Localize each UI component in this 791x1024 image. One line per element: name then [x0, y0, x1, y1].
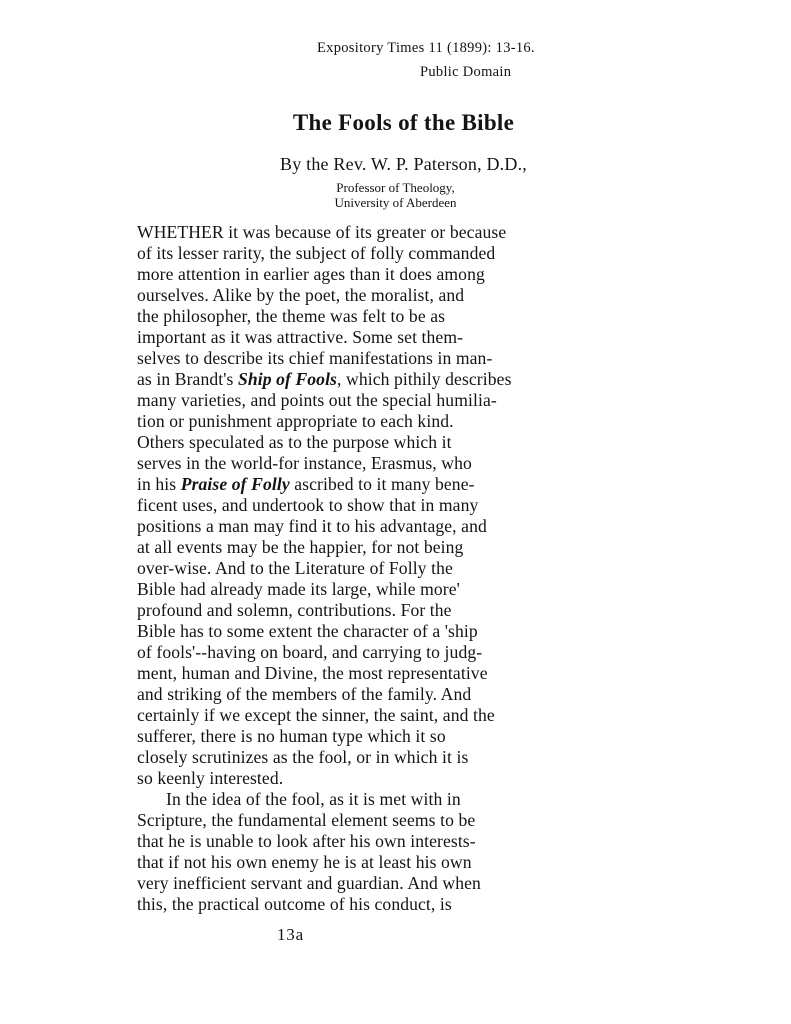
work-title: Praise of Folly: [180, 474, 290, 494]
body-line: more attention in earlier ages than it does among: [137, 264, 485, 284]
body-line: important as it was attractive. Some set them-: [137, 327, 464, 347]
license-note: Public Domain: [420, 64, 512, 80]
paragraph: [137, 789, 512, 915]
body-line: profound and solemn, contributions. For the: [137, 600, 452, 620]
body-line: of fools'--having on board, and carrying to judg-: [137, 642, 483, 662]
body-line: In the idea of the fool, as it is met with in: [166, 789, 461, 809]
body-line: and striking of the members of the family. And: [137, 684, 472, 704]
body-line: Others speculated as to the purpose which it: [137, 432, 452, 452]
article-title: The Fools of the Bible: [292, 110, 515, 135]
body-line: many varieties, and points out the special humilia-: [137, 390, 497, 410]
author-affiliation-role: Professor of Theology,: [336, 180, 455, 195]
body-line: Bible had already made its large, while more': [137, 579, 460, 599]
body-line: this, the practical outcome of his conduct, is: [137, 894, 452, 914]
body-line: that he is unable to look after his own interests-: [137, 831, 476, 851]
body-line: WHETHER it was because of its greater or because: [137, 222, 507, 242]
author-byline: By the Rev. W. P. Paterson, D.D.,: [280, 154, 527, 174]
journal-citation: Expository Times 11 (1899): 13-16.: [317, 40, 535, 56]
body-line: closely scrutinizes as the fool, or in which it is: [137, 747, 469, 767]
body-line: positions a man may find it to his advantage, and: [137, 516, 487, 536]
body-line: of its lesser rarity, the subject of folly commanded: [137, 243, 496, 263]
body-line: as in Brandt's Ship of Fools, which pithily describes: [137, 369, 512, 389]
page-number: 13a: [277, 925, 304, 944]
body-line: in his Praise of Folly ascribed to it many bene-: [137, 474, 475, 494]
body-line: certainly if we except the sinner, the saint, and the: [137, 705, 495, 725]
body-line: selves to describe its chief manifestations in man-: [137, 348, 493, 368]
body-line: that if not his own enemy he is at least his own: [137, 852, 472, 872]
body-line: ment, human and Divine, the most representative: [137, 663, 488, 683]
body-line: Scripture, the fundamental element seems to be: [137, 810, 476, 830]
body-line: serves in the world-for instance, Erasmus, who: [137, 453, 472, 473]
paragraph: [137, 222, 512, 789]
body-line: ficent uses, and undertook to show that in many: [137, 495, 479, 515]
body-line: very inefficient servant and guardian. And when: [137, 873, 481, 893]
work-title: Ship of Fools: [237, 369, 338, 389]
body-line: at all events may be the happier, for not being: [137, 537, 464, 557]
body-line: ourselves. Alike by the poet, the moralist, and: [137, 285, 465, 305]
body-line: so keenly interested.: [137, 768, 284, 788]
author-affiliation-institution: University of Aberdeen: [334, 195, 457, 210]
body-line: Bible has to some extent the character of a 'ship: [137, 621, 478, 641]
body-line: the philosopher, the theme was felt to be as: [137, 306, 446, 326]
article-body: [137, 222, 512, 915]
body-line: tion or punishment appropriate to each kind.: [137, 411, 454, 431]
body-line: over-wise. And to the Literature of Folly the: [137, 558, 453, 578]
body-line: sufferer, there is no human type which it so: [137, 726, 446, 746]
